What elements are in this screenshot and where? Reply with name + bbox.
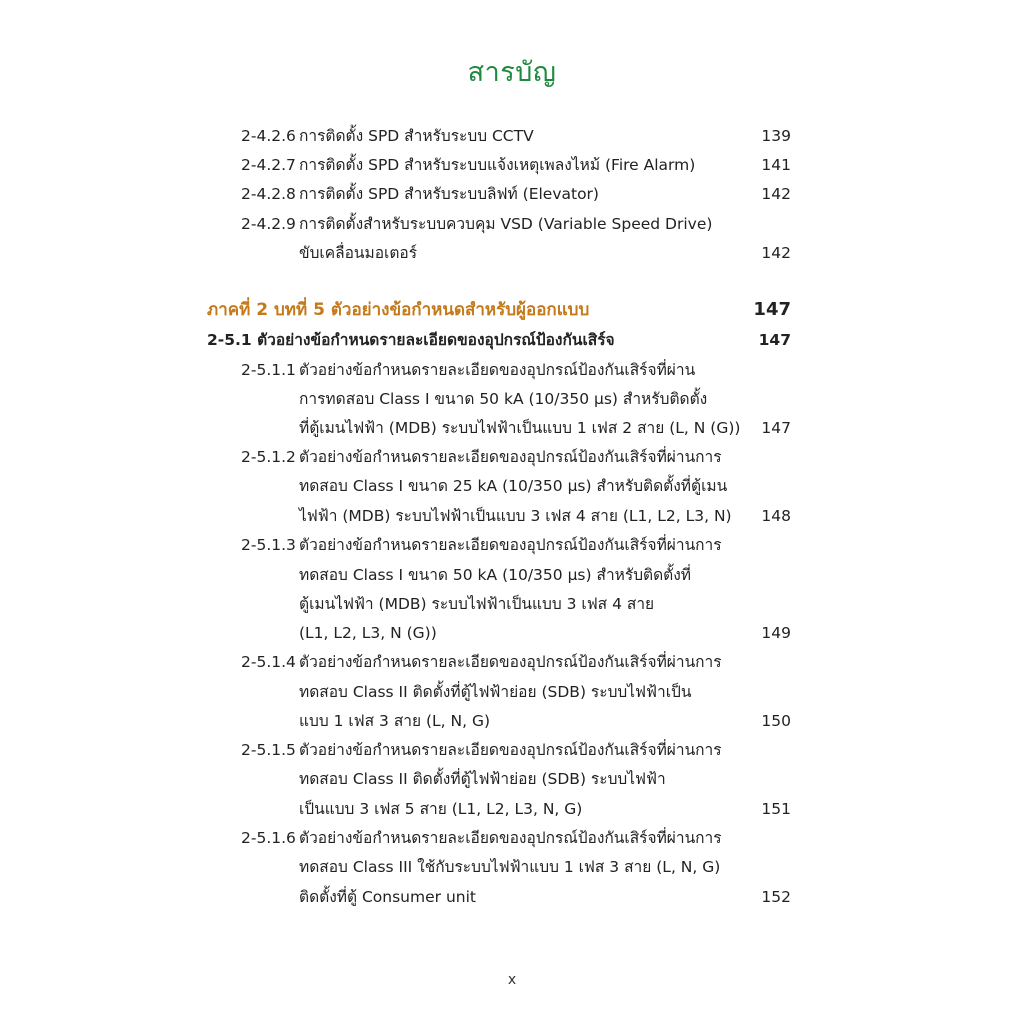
entry-title: ตัวอย่างข้อกำหนดรายละเอียดของอุปกรณ์ป้องกันเสิร์จที่ผ่านการ bbox=[299, 829, 722, 847]
entry-title: ตัวอย่างข้อกำหนดรายละเอียดของอุปกรณ์ป้องกันเสิร์จที่ผ่าน bbox=[299, 361, 696, 379]
entry-number: 2-5.1.5 bbox=[241, 741, 296, 759]
entry-page: 150 bbox=[761, 712, 791, 730]
entry-page: 147 bbox=[761, 419, 791, 437]
toc-entry-continuation[interactable] bbox=[0, 471, 1024, 501]
toc-entry[interactable] bbox=[0, 442, 1024, 472]
part-page: 147 bbox=[753, 299, 791, 320]
entry-number: 2-4.2.7 bbox=[241, 156, 296, 174]
entry-title-continued: ทดสอบ Class I ขนาด 50 kA (10/350 µs) สำหรับติดตั้งที่ bbox=[299, 566, 692, 584]
entry-title-continued: ตู้เมนไฟฟ้า (MDB) ระบบไฟฟ้าเป็นแบบ 3 เฟส 4 สาย bbox=[299, 595, 655, 613]
page-number-footer: x bbox=[507, 972, 517, 988]
toc-entry-continuation[interactable] bbox=[0, 794, 1024, 824]
entry-page: 141 bbox=[761, 156, 791, 174]
entry-number: 2-5.1.3 bbox=[241, 536, 296, 554]
entry-title-continued: ทดสอบ Class I ขนาด 25 kA (10/350 µs) สำหรับติดตั้งที่ตู้เมน bbox=[299, 477, 728, 495]
entry-title-continued: ทดสอบ Class II ติดตั้งที่ตู้ไฟฟ้าย่อย (SDB) ระบบไฟฟ้าเป็น bbox=[299, 683, 692, 701]
entry-title: ตัวอย่างข้อกำหนดรายละเอียดของอุปกรณ์ป้องกันเสิร์จที่ผ่านการ bbox=[299, 653, 722, 671]
entry-number: 2-5.1.4 bbox=[241, 653, 296, 671]
entry-title-continued: (L1, L2, L3, N (G)) bbox=[299, 624, 437, 642]
toc-entry-continuation[interactable] bbox=[0, 618, 1024, 648]
toc-entry[interactable] bbox=[0, 209, 1024, 239]
entry-title: การติดตั้ง SPD สำหรับระบบ CCTV bbox=[299, 127, 534, 145]
entry-number: 2-4.2.9 bbox=[241, 215, 296, 233]
entry-title-continued: ที่ตู้เมนไฟฟ้า (MDB) ระบบไฟฟ้าเป็นแบบ 1 เฟส 2 สาย (L, N (G)) bbox=[299, 419, 741, 437]
entry-page: 149 bbox=[761, 624, 791, 642]
toc-entry[interactable] bbox=[0, 355, 1024, 385]
toc-entry[interactable] bbox=[0, 823, 1024, 853]
toc-section-heading[interactable] bbox=[0, 325, 1024, 355]
toc-entry[interactable] bbox=[0, 530, 1024, 560]
entry-title: การติดตั้ง SPD สำหรับระบบลิฟท์ (Elevator) bbox=[299, 185, 599, 203]
entry-page: 152 bbox=[761, 888, 791, 906]
part-title: ภาคที่ 2 บทที่ 5 ตัวอย่างข้อกำหนดสำหรับผู้ออกแบบ bbox=[207, 300, 590, 320]
toc-entry-continuation[interactable] bbox=[0, 764, 1024, 794]
entry-title: การติดตั้ง SPD สำหรับระบบแจ้งเหตุเพลงไหม้ (Fire Alarm) bbox=[299, 156, 696, 174]
toc-entry[interactable] bbox=[0, 179, 1024, 209]
entry-number: 2-4.2.6 bbox=[241, 127, 296, 145]
entry-title: ตัวอย่างข้อกำหนดรายละเอียดของอุปกรณ์ป้องกันเสิร์จที่ผ่านการ bbox=[299, 536, 722, 554]
entry-title-continued: ติดตั้งที่ตู้ Consumer unit bbox=[299, 888, 476, 906]
entry-number: 2-5.1.1 bbox=[241, 361, 296, 379]
section-page: 147 bbox=[758, 331, 791, 349]
section-title: 2-5.1 ตัวอย่างข้อกำหนดรายละเอียดของอุปกรณ์ป้องกันเสิร์จ bbox=[207, 331, 615, 349]
entry-title-continued: ทดสอบ Class II ติดตั้งที่ตู้ไฟฟ้าย่อย (SDB) ระบบไฟฟ้า bbox=[299, 770, 666, 788]
entry-page: 142 bbox=[761, 185, 791, 203]
toc-entry-continuation[interactable] bbox=[0, 560, 1024, 590]
entry-number: 2-5.1.6 bbox=[241, 829, 296, 847]
toc-entry[interactable] bbox=[0, 647, 1024, 677]
entry-page: 142 bbox=[761, 244, 791, 262]
toc-entry-continuation[interactable] bbox=[0, 677, 1024, 707]
page-title: สารบัญ bbox=[467, 57, 557, 88]
toc-entry[interactable] bbox=[0, 150, 1024, 180]
entry-title-continued: ทดสอบ Class III ใช้กับระบบไฟฟ้าแบบ 1 เฟส 3 สาย (L, N, G) bbox=[299, 858, 721, 876]
toc-entry-continuation[interactable] bbox=[0, 589, 1024, 619]
entry-title: ตัวอย่างข้อกำหนดรายละเอียดของอุปกรณ์ป้องกันเสิร์จที่ผ่านการ bbox=[299, 448, 722, 466]
entry-page: 148 bbox=[761, 507, 791, 525]
entry-title: ตัวอย่างข้อกำหนดรายละเอียดของอุปกรณ์ป้องกันเสิร์จที่ผ่านการ bbox=[299, 741, 722, 759]
entry-title-continued: ขับเคลื่อนมอเตอร์ bbox=[299, 244, 418, 262]
entry-title-continued: การทดสอบ Class I ขนาด 50 kA (10/350 µs) สำหรับติดตั้ง bbox=[299, 390, 708, 408]
entry-title-continued: ไฟฟ้า (MDB) ระบบไฟฟ้าเป็นแบบ 3 เฟส 4 สาย (L1, L2, L3, N) bbox=[299, 507, 732, 525]
toc-entry[interactable] bbox=[0, 735, 1024, 765]
entry-number: 2-5.1.2 bbox=[241, 448, 296, 466]
toc-entry-continuation[interactable] bbox=[0, 882, 1024, 912]
entry-page: 151 bbox=[761, 800, 791, 818]
toc-entry-continuation[interactable] bbox=[0, 413, 1024, 443]
entry-title-continued: แบบ 1 เฟส 3 สาย (L, N, G) bbox=[299, 712, 491, 730]
toc-entry[interactable] bbox=[0, 121, 1024, 151]
toc-entry-continuation[interactable] bbox=[0, 384, 1024, 414]
entry-page: 139 bbox=[761, 127, 791, 145]
entry-title: การติดตั้งสำหรับระบบควบคุม VSD (Variable Speed Drive) bbox=[299, 215, 713, 233]
toc-entry-continuation[interactable] bbox=[0, 238, 1024, 268]
entry-number: 2-4.2.8 bbox=[241, 185, 296, 203]
entry-title-continued: เป็นแบบ 3 เฟส 5 สาย (L1, L2, L3, N, G) bbox=[299, 800, 583, 818]
toc-entry-continuation[interactable] bbox=[0, 706, 1024, 736]
toc-entry-continuation[interactable] bbox=[0, 852, 1024, 882]
toc-part-heading[interactable] bbox=[0, 295, 1024, 325]
toc-entry-continuation[interactable] bbox=[0, 501, 1024, 531]
